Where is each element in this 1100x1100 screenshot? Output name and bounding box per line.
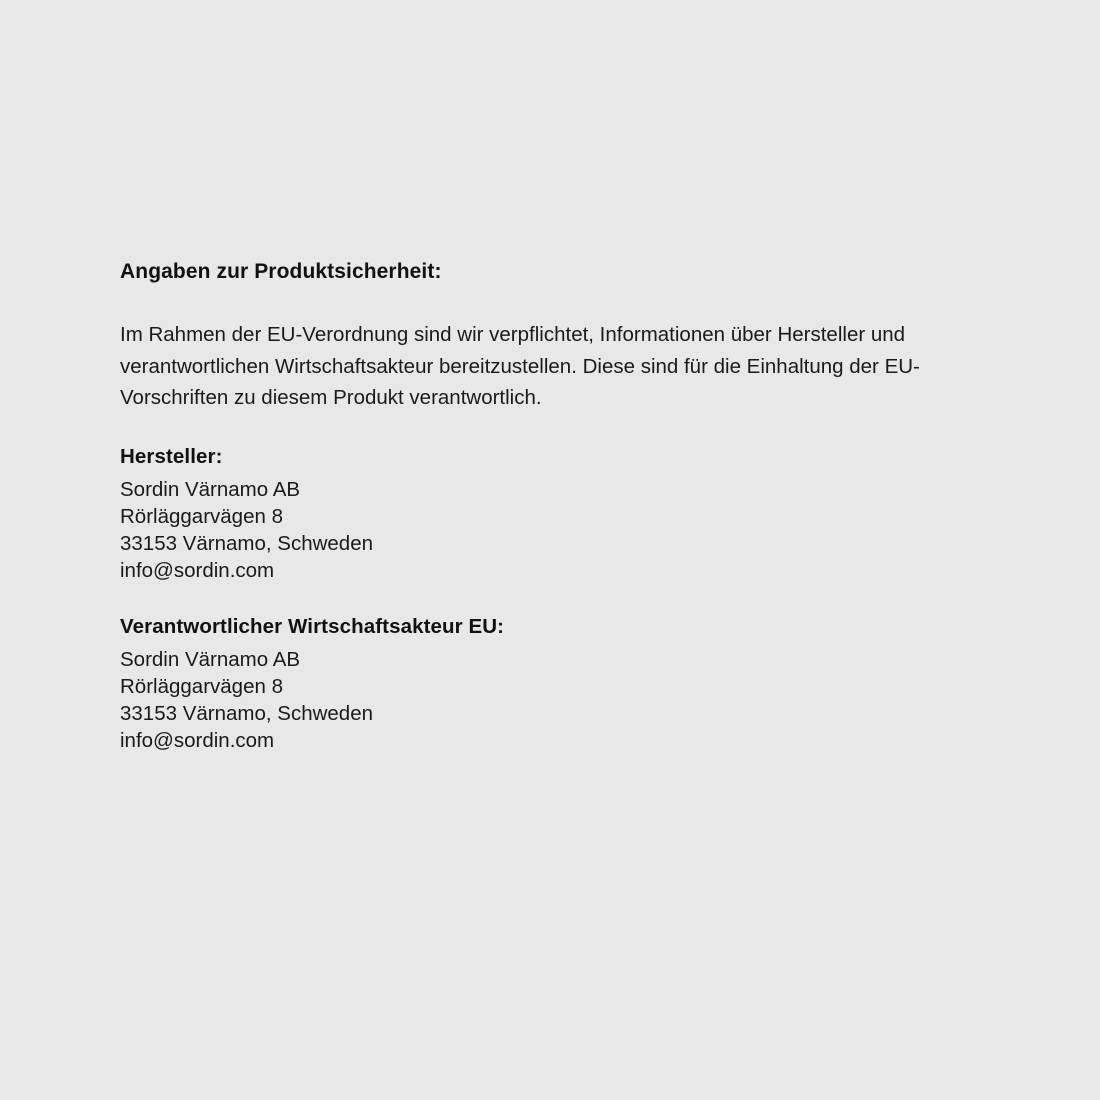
spacer-after-paragraph (120, 414, 980, 442)
intro-paragraph: Im Rahmen der EU-Verordnung sind wir verpflichtet, Informationen über Hersteller und verantwortlichen Wirtschaftsakteur bereitzustellen. Diese sind für die Einhaltung der EU-Vorschriften zu diesem Produkt verantwortlich. (120, 323, 920, 410)
responsible-operator-heading: Verantwortlicher Wirtschaftsakteur EU: (120, 614, 505, 638)
spacer-between-blocks (120, 584, 980, 612)
operator-address-line-email: info@sordin.com (120, 728, 275, 752)
address-line-email: info@sordin.com (120, 558, 275, 582)
manufacturer-block (120, 442, 980, 584)
operator-address-line-city: 33153 Värnamo, Schweden (120, 701, 374, 725)
manufacturer-address (120, 476, 980, 584)
responsible-operator-address (120, 646, 980, 754)
content-container (120, 258, 980, 754)
page-title: Angaben zur Produktsicherheit: (120, 260, 442, 283)
operator-address-line-company: Sordin Värnamo AB (120, 647, 301, 671)
operator-address-line-street: Rörläggarvägen 8 (120, 674, 283, 698)
address-line-company: Sordin Värnamo AB (120, 477, 301, 501)
manufacturer-heading: Hersteller: (120, 445, 223, 469)
responsible-operator-block (120, 612, 980, 754)
address-line-street: Rörläggarvägen 8 (120, 504, 283, 528)
address-line-city: 33153 Värnamo, Schweden (120, 531, 374, 555)
spacer-after-title (120, 286, 980, 319)
